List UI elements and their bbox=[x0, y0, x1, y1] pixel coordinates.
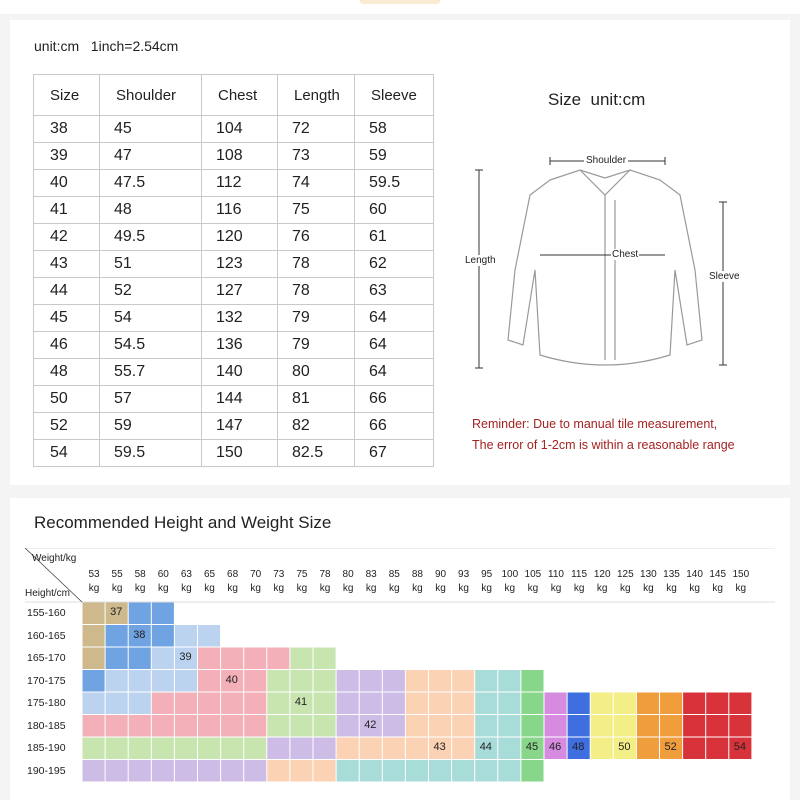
size-table-row bbox=[34, 278, 434, 305]
height-row-label: 170-175 bbox=[27, 674, 66, 687]
size-table-cell: 75 bbox=[278, 197, 355, 224]
size-table-header bbox=[34, 75, 434, 116]
size-table-cell: 54 bbox=[100, 305, 202, 332]
height-row-label: 175-180 bbox=[27, 697, 66, 709]
weight-value: 105 bbox=[524, 569, 542, 580]
size-table-cell: 104 bbox=[202, 116, 278, 143]
weight-column-label bbox=[82, 568, 106, 596]
weight-value: 78 bbox=[319, 569, 331, 580]
weight-column-label bbox=[151, 568, 175, 596]
weight-value: 135 bbox=[663, 569, 680, 580]
weight-column-label bbox=[498, 568, 522, 596]
weight-value: 88 bbox=[411, 569, 423, 580]
header-length: Length bbox=[278, 75, 355, 116]
size-table-cell: 48 bbox=[34, 359, 100, 386]
size-label: 46 bbox=[549, 741, 562, 753]
weight-unit: kg bbox=[527, 583, 539, 594]
size-table-cell: 72 bbox=[278, 116, 355, 143]
size-label: 48 bbox=[572, 741, 585, 753]
weight-column-label bbox=[590, 568, 614, 596]
weight-column-label bbox=[544, 568, 568, 596]
size-table-row bbox=[34, 251, 434, 278]
size-table-row bbox=[34, 332, 434, 359]
size-band-45 bbox=[521, 692, 544, 715]
weight-unit: kg bbox=[319, 583, 331, 594]
size-band-54 bbox=[683, 715, 752, 738]
unit-note: unit:cm 1inch=2.54cm bbox=[34, 38, 179, 54]
size-table-cell: 132 bbox=[202, 305, 278, 332]
weight-value: 65 bbox=[203, 569, 216, 580]
size-band-42 bbox=[267, 737, 336, 760]
size-table-cell: 74 bbox=[278, 170, 355, 197]
size-band-43 bbox=[405, 692, 474, 715]
size-label: 41 bbox=[294, 696, 308, 708]
weight-column-label bbox=[683, 568, 707, 596]
size-table-cell: 61 bbox=[355, 224, 434, 251]
height-row-label: 190-195 bbox=[27, 764, 66, 777]
weight-unit: kg bbox=[481, 583, 492, 594]
weight-column-label bbox=[636, 568, 660, 596]
weight-unit: kg bbox=[458, 583, 469, 594]
size-label: 38 bbox=[133, 628, 146, 641]
size-table-cell: 47.5 bbox=[100, 170, 202, 197]
size-table-cell: 48 bbox=[100, 197, 202, 224]
weight-column-label bbox=[660, 568, 684, 596]
weight-column-label bbox=[290, 568, 314, 596]
size-table-cell: 64 bbox=[355, 359, 434, 386]
height-row-label: 180-185 bbox=[27, 719, 66, 732]
size-table-cell: 42 bbox=[34, 224, 100, 251]
weight-value: 75 bbox=[296, 569, 308, 580]
size-table-row bbox=[34, 386, 434, 413]
size-table-cell: 60 bbox=[355, 197, 434, 224]
size-band-54 bbox=[683, 692, 752, 715]
size-table-cell: 116 bbox=[202, 197, 278, 224]
size-table-row bbox=[34, 440, 434, 467]
weight-unit: kg bbox=[250, 583, 261, 594]
height-axis-label: Height/cm bbox=[25, 588, 71, 599]
size-table-cell: 40 bbox=[34, 170, 100, 197]
size-table-cell: 62 bbox=[355, 251, 434, 278]
weight-column-label bbox=[405, 568, 429, 596]
weight-value: 150 bbox=[732, 569, 750, 580]
size-table-cell: 66 bbox=[355, 386, 434, 413]
weight-column-label bbox=[198, 568, 222, 596]
size-label: 45 bbox=[525, 741, 539, 753]
weight-column-label bbox=[706, 568, 730, 596]
weight-unit: kg bbox=[389, 583, 400, 594]
size-band-45 bbox=[521, 760, 544, 783]
weight-column-label bbox=[267, 568, 291, 596]
size-table-cell: 45 bbox=[100, 116, 202, 143]
size-table-cell: 120 bbox=[202, 224, 278, 251]
weight-unit: kg bbox=[596, 583, 608, 594]
size-table-cell: 59 bbox=[100, 413, 202, 440]
size-table-cell: 123 bbox=[202, 251, 278, 278]
height-row-label: 185-190 bbox=[27, 742, 66, 754]
weight-unit: kg bbox=[204, 583, 215, 594]
weight-unit: kg bbox=[296, 583, 308, 594]
size-table-row bbox=[34, 413, 434, 440]
size-label: 40 bbox=[225, 673, 238, 686]
weight-unit: kg bbox=[111, 583, 123, 594]
weight-value: 80 bbox=[342, 569, 354, 580]
size-table-cell: 79 bbox=[278, 305, 355, 332]
weight-unit: kg bbox=[573, 583, 585, 594]
weight-unit: kg bbox=[643, 583, 654, 594]
weight-unit: kg bbox=[181, 583, 192, 594]
size-table-cell: 59 bbox=[355, 143, 434, 170]
reminder-line-1: Reminder: Due to manual tile measurement, bbox=[472, 417, 718, 431]
size-table-cell: 58 bbox=[355, 116, 434, 143]
size-table-cell: 73 bbox=[278, 143, 355, 170]
size-table-cell: 38 bbox=[34, 116, 100, 143]
header-shoulder: Shoulder bbox=[100, 75, 202, 116]
size-band-38 bbox=[82, 670, 105, 693]
size-label: 39 bbox=[179, 651, 192, 663]
weight-column-label bbox=[105, 568, 129, 596]
size-label: 54 bbox=[733, 741, 747, 753]
size-table-cell: 44 bbox=[34, 278, 100, 305]
reminder-line-2: The error of 1-2cm is within a reasonable range bbox=[472, 438, 735, 452]
weight-axis-label: Weight/kg bbox=[32, 553, 77, 564]
weight-value: 110 bbox=[548, 569, 564, 580]
size-table-cell: 81 bbox=[278, 386, 355, 413]
reminder-note bbox=[472, 414, 735, 456]
weight-value: 83 bbox=[365, 569, 377, 580]
size-label: 43 bbox=[433, 741, 446, 753]
size-table-row bbox=[34, 197, 434, 224]
weight-column-label bbox=[429, 568, 453, 596]
size-table-cell: 59.5 bbox=[100, 440, 202, 467]
weight-column-label bbox=[174, 568, 198, 596]
length-label: Length bbox=[465, 255, 496, 266]
weight-unit: kg bbox=[712, 583, 723, 594]
size-band-46 bbox=[544, 692, 567, 715]
size-band-48 bbox=[567, 692, 590, 715]
weight-value: 58 bbox=[134, 569, 146, 580]
size-table-cell: 45 bbox=[34, 305, 100, 332]
size-table-cell: 78 bbox=[278, 278, 355, 305]
size-band-40 bbox=[151, 692, 266, 715]
weight-column-label bbox=[567, 568, 591, 596]
size-table-body bbox=[34, 116, 434, 467]
size-table-cell: 55.7 bbox=[100, 359, 202, 386]
sleeve-label: Sleeve bbox=[709, 271, 740, 282]
size-band-43 bbox=[405, 715, 474, 738]
weight-unit: kg bbox=[412, 583, 423, 594]
weight-column-label bbox=[244, 568, 268, 596]
size-table-cell: 52 bbox=[34, 413, 100, 440]
weight-value: 90 bbox=[434, 569, 447, 580]
header-sleeve: Sleeve bbox=[355, 75, 434, 116]
weight-column-label bbox=[475, 568, 499, 596]
size-table-row bbox=[34, 359, 434, 386]
size-band-42 bbox=[336, 692, 405, 715]
height-row-label: 165-170 bbox=[27, 652, 66, 664]
weight-value: 85 bbox=[388, 569, 400, 580]
weight-unit: kg bbox=[504, 583, 516, 594]
weight-value: 145 bbox=[709, 569, 727, 580]
size-band-46 bbox=[544, 715, 567, 738]
weight-column-label bbox=[221, 568, 245, 596]
size-table-cell: 49.5 bbox=[100, 224, 202, 251]
size-table-cell: 52 bbox=[100, 278, 202, 305]
height-row-label: 160-165 bbox=[27, 629, 66, 642]
weight-unit: kg bbox=[342, 583, 354, 594]
size-table-cell: 67 bbox=[355, 440, 434, 467]
weight-column-label bbox=[128, 568, 152, 596]
weight-value: 95 bbox=[481, 569, 493, 580]
weight-column-label bbox=[729, 568, 753, 596]
size-table-cell: 150 bbox=[202, 440, 278, 467]
header-size: Size bbox=[34, 75, 100, 116]
size-band-45 bbox=[521, 715, 544, 738]
weight-value: 60 bbox=[157, 569, 169, 580]
weight-value: 125 bbox=[616, 569, 634, 580]
weight-column-label bbox=[521, 568, 545, 596]
size-table-row bbox=[34, 224, 434, 251]
weight-unit: kg bbox=[689, 583, 700, 594]
size-band-41 bbox=[267, 670, 336, 693]
weight-unit: kg bbox=[273, 583, 285, 594]
size-table-cell: 108 bbox=[202, 143, 278, 170]
header-chest: Chest bbox=[202, 75, 278, 116]
shirt-diagram bbox=[455, 150, 755, 385]
size-label: 50 bbox=[618, 741, 631, 753]
weight-unit: kg bbox=[435, 583, 446, 594]
size-table-cell: 82 bbox=[278, 413, 355, 440]
size-band-43 bbox=[267, 760, 336, 783]
size-table-cell: 136 bbox=[202, 332, 278, 359]
weight-value: 73 bbox=[273, 569, 285, 580]
size-table-cell: 66 bbox=[355, 413, 434, 440]
size-table-cell: 82.5 bbox=[278, 440, 355, 467]
size-band-39 bbox=[82, 692, 151, 715]
size-band-41 bbox=[267, 715, 336, 738]
size-table-cell: 80 bbox=[278, 359, 355, 386]
weight-column-label bbox=[313, 568, 337, 596]
weight-unit: kg bbox=[88, 583, 100, 594]
weight-value: 63 bbox=[180, 569, 192, 580]
size-table-cell: 47 bbox=[100, 143, 202, 170]
weight-value: 130 bbox=[640, 569, 657, 580]
weight-column-label bbox=[336, 568, 360, 596]
size-table-cell: 64 bbox=[355, 305, 434, 332]
size-table-cell: 54.5 bbox=[100, 332, 202, 359]
shoulder-label: Shoulder bbox=[586, 155, 627, 166]
size-table-cell: 140 bbox=[202, 359, 278, 386]
size-table-cell: 63 bbox=[355, 278, 434, 305]
size-band-37 bbox=[82, 602, 105, 625]
size-table-cell: 112 bbox=[202, 170, 278, 197]
weight-value: 120 bbox=[593, 569, 611, 580]
size-table-row bbox=[34, 170, 434, 197]
size-table-cell: 46 bbox=[34, 332, 100, 359]
size-band-43 bbox=[405, 670, 474, 693]
size-table-cell: 147 bbox=[202, 413, 278, 440]
size-table-cell: 127 bbox=[202, 278, 278, 305]
weight-value: 100 bbox=[501, 569, 519, 580]
size-band-37 bbox=[82, 625, 105, 648]
size-table-cell: 57 bbox=[100, 386, 202, 413]
top-decoration bbox=[360, 0, 440, 4]
size-table-row bbox=[34, 305, 434, 332]
weight-unit: kg bbox=[666, 583, 677, 594]
weight-unit: kg bbox=[550, 583, 562, 594]
size-band-45 bbox=[521, 670, 544, 693]
size-table-cell: 79 bbox=[278, 332, 355, 359]
weight-value: 115 bbox=[571, 569, 588, 580]
size-label: 44 bbox=[479, 741, 492, 753]
size-band-42 bbox=[336, 670, 405, 693]
size-label: 42 bbox=[364, 718, 377, 731]
size-table-cell: 43 bbox=[34, 251, 100, 278]
size-table-row bbox=[34, 143, 434, 170]
size-table-row bbox=[34, 116, 434, 143]
height-row-label: 155-160 bbox=[27, 607, 66, 619]
weight-value: 55 bbox=[111, 569, 123, 580]
size-table-cell: 78 bbox=[278, 251, 355, 278]
weight-unit: kg bbox=[227, 583, 238, 594]
size-table-cell: 51 bbox=[100, 251, 202, 278]
weight-unit: kg bbox=[158, 583, 169, 594]
size-table-cell: 54 bbox=[34, 440, 100, 467]
size-table-cell: 64 bbox=[355, 332, 434, 359]
size-label: 37 bbox=[110, 606, 123, 618]
recommendation-title: Recommended Height and Weight Size bbox=[34, 513, 332, 532]
weight-unit: kg bbox=[134, 583, 146, 594]
size-table-cell: 59.5 bbox=[355, 170, 434, 197]
diagram-title: Size unit:cm bbox=[548, 90, 646, 109]
weight-unit: kg bbox=[620, 583, 631, 594]
top-strip bbox=[0, 0, 800, 14]
chest-label: Chest bbox=[612, 249, 639, 260]
weight-value: 93 bbox=[458, 569, 470, 580]
weight-column-label bbox=[613, 568, 637, 596]
weight-column-label bbox=[452, 568, 476, 596]
weight-column-label bbox=[382, 568, 406, 596]
size-table-cell: 144 bbox=[202, 386, 278, 413]
size-table-cell: 76 bbox=[278, 224, 355, 251]
size-table-cell: 41 bbox=[34, 197, 100, 224]
size-label: 52 bbox=[664, 741, 677, 753]
weight-value: 68 bbox=[227, 569, 239, 580]
weight-value: 53 bbox=[88, 569, 100, 580]
weight-value: 70 bbox=[250, 569, 262, 580]
weight-unit: kg bbox=[735, 583, 747, 594]
size-band-48 bbox=[567, 715, 590, 738]
weight-column-label bbox=[359, 568, 383, 596]
size-table bbox=[33, 74, 434, 467]
weight-unit: kg bbox=[365, 583, 377, 594]
size-band-37 bbox=[82, 647, 105, 670]
weight-value: 140 bbox=[686, 569, 703, 580]
size-table-cell: 50 bbox=[34, 386, 100, 413]
shirt-collar bbox=[580, 170, 630, 360]
size-table-cell: 39 bbox=[34, 143, 100, 170]
